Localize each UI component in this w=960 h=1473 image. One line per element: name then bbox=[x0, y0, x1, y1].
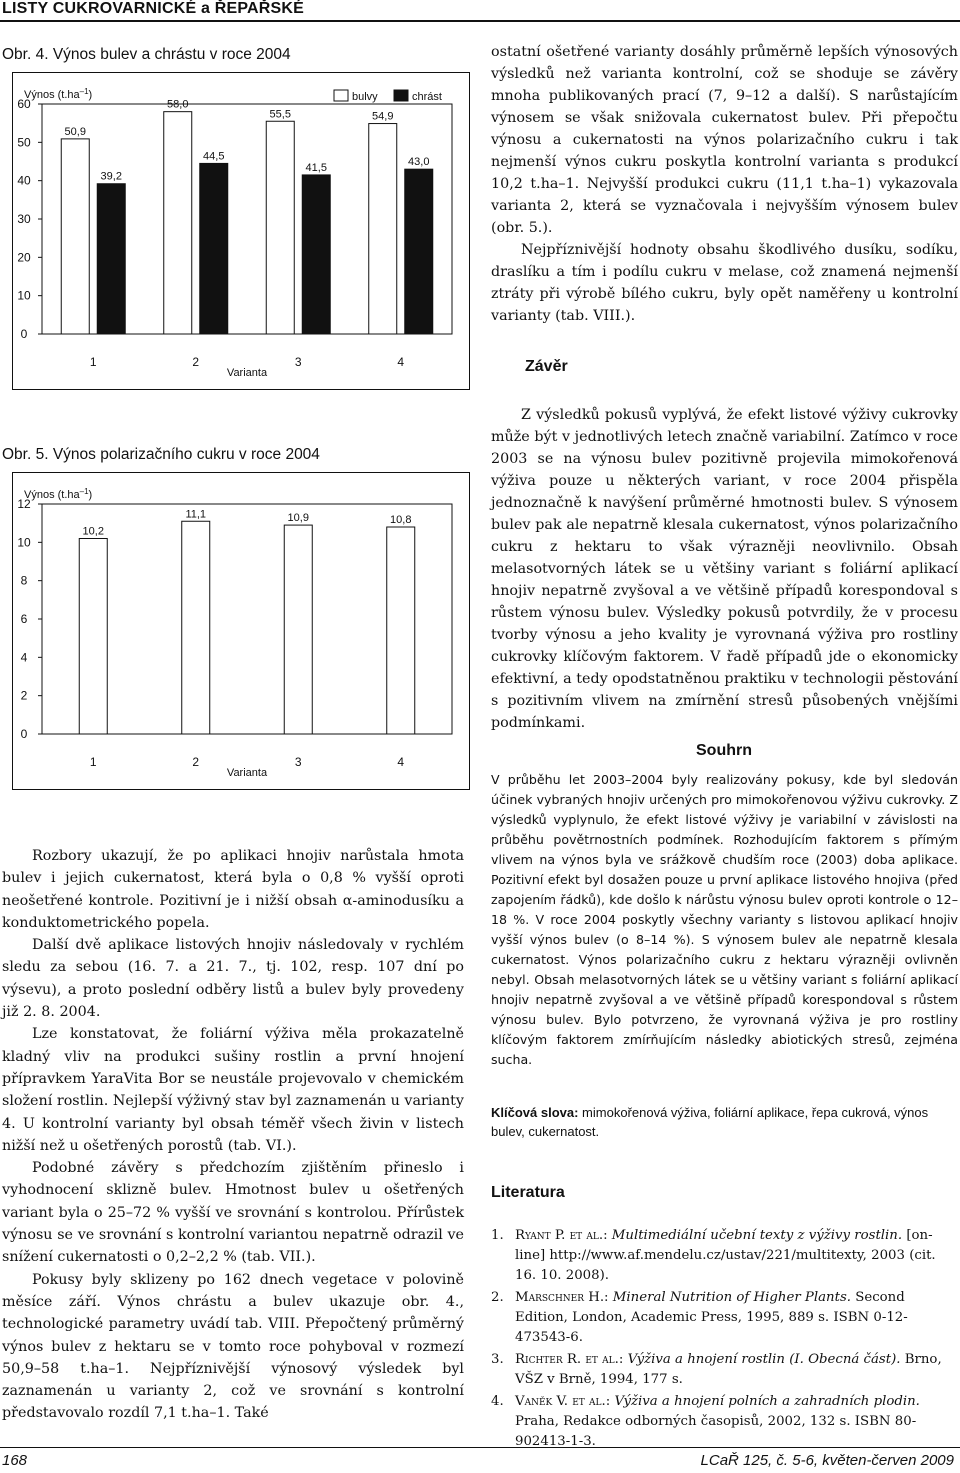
y-axis-label-close: ) bbox=[88, 89, 93, 101]
reference-title: Výživa a hnojení polních a zahradních plodin. bbox=[614, 1394, 920, 1409]
y-tick-label: 10 bbox=[17, 288, 31, 303]
reference-author: Vaněk V. et al.: bbox=[515, 1394, 615, 1409]
bar-value bbox=[79, 539, 107, 735]
bar-chrást bbox=[97, 184, 125, 334]
y-tick-label: 60 bbox=[17, 97, 31, 111]
keywords-text: mimokořenová výživa, foliární aplikace, řepa cukrová, výnos bulev, cukernatost. bbox=[491, 1105, 929, 1139]
reference-title: Výživa a hnojení rostlin (I. Obecná část). bbox=[627, 1352, 901, 1367]
y-axis-label: Výnos $(t.ha^{-1})$ bbox=[24, 487, 93, 501]
y-tick-label: 40 bbox=[17, 173, 31, 188]
x-tick-label: 2 bbox=[192, 755, 200, 769]
reference-author: Marschner H.: bbox=[515, 1290, 613, 1305]
data-label: 43,0 bbox=[408, 156, 430, 169]
keywords bbox=[491, 1103, 958, 1141]
x-tick-label: 1 bbox=[89, 755, 97, 769]
reference-title: Multimediální učební texty z výživy rostlin. bbox=[611, 1228, 903, 1243]
footer-rule bbox=[0, 1447, 960, 1448]
zaver-heading: Závěr bbox=[525, 358, 568, 375]
paragraph: Podobné závěry s předchozím zjištěním přineslo i vyhodnocení sklizně bulev. Hmotnost bulev u ošetřených variant byla o 25–72 % vyšší ve srovnání s kontrolou. Přírůstek výnosu se ve srovnání s kontrolní variantou nepatrně odrazil ve snížení cukernatosti o 0,2–2,2 % (tab. VII.). bbox=[2, 1160, 464, 1266]
figure-4-chart bbox=[12, 72, 470, 390]
x-tick-label: 1 bbox=[89, 355, 97, 369]
y-tick-label: 2 bbox=[20, 688, 28, 703]
figure-4-svg bbox=[12, 72, 470, 390]
paragraph: Lze konstatovat, že foliární výživa měla prokazatelně kladný vliv na produkci sušiny rostlin a první hnojení přípravkem YaraVita Bor se neustále projevovalo v chemickém složení rostlin. Nejlepší výživný stav byl zaznamenán u varianty 4. U kontrolní varianty byl obsah téměř všech živin v listech nižší než u ošetřených porostů (tab. VI.). bbox=[2, 1026, 464, 1154]
bar-value bbox=[182, 521, 210, 734]
reference-details: [on-line] http://www.af.mendelu.cz/ustav/221/multitexty, 2003 (cit. 16. 10. 2008). bbox=[515, 1228, 936, 1283]
reference-details: Brno, VŠZ v Brně, 1994, 177 s. bbox=[515, 1352, 942, 1387]
y-tick-label: 30 bbox=[17, 212, 31, 226]
legend-swatch bbox=[334, 90, 348, 101]
legend-label: bulvy bbox=[352, 91, 378, 103]
figure-5-caption: Obr. 5. Výnos polarizačního cukru v roce 2004 bbox=[2, 446, 320, 463]
data-label: 58,0 bbox=[167, 98, 189, 111]
running-header bbox=[0, 0, 960, 22]
bar-chrást bbox=[405, 169, 433, 334]
data-label: 44,5 bbox=[203, 150, 225, 163]
right-column-intro bbox=[491, 41, 958, 327]
left-column-text bbox=[2, 845, 464, 1425]
paragraph: Pokusy byly sklizeny po 162 dnech vegetace v polovině měsíce září. Výnos chrástu a bulev ukazuje obr. 4., technologické parametry uvádí tab. VIII. Přepočtený průměrný výnos bulev z hektaru se v tomto roce pohyboval v rozmezí 50,9–58 t.ha–1. Nejpříznivější výnosový výsledek byl zaznamenán u varianty 2, což ve srovnání s kontrolní představovalo rozdíl 7,1 t.ha–1. Také bbox=[2, 1271, 464, 1422]
reference-author: Ryant P. et al.: bbox=[515, 1228, 612, 1243]
bar-bulvy bbox=[61, 139, 89, 334]
x-tick-label: 3 bbox=[294, 355, 302, 369]
bar-value bbox=[284, 525, 312, 734]
y-tick-label: 50 bbox=[17, 135, 31, 150]
y-tick-label: 8 bbox=[20, 573, 28, 588]
y-axis-label: Výnos $(t.ha^{-1})$ bbox=[24, 87, 93, 101]
data-label: 55,5 bbox=[269, 108, 291, 121]
reference-details: Praha, Redakce odborných časopisů, 2002, 132 s. ISBN 80-902413-1-3. bbox=[515, 1414, 917, 1449]
zaver-text bbox=[491, 404, 958, 734]
x-tick-label: 2 bbox=[192, 355, 200, 369]
legend-swatch bbox=[394, 90, 408, 101]
x-axis-label: Varianta bbox=[226, 767, 268, 779]
paragraph: ostatní ošetřené varianty dosáhly průměrně lepších výnosových výsledků než varianta kontrolní, což se shoduje se závěry mnoha publikovaných prací (7, 9–12 a další). S narůstajícím výnosem se však snižovala cukernatost bulev. Při přepočtu výnosu a cukernatosti na výnos polarizačního cukru i tak nejmenší výnos cukru poskytla kontrolní varianta s produkcí 10,2 t.ha–1. Nejvyšší produkci cukru (11,1 t.ha–1) vykazovala varianta 2, která se vyznačovala i nejvyšším výnosem bulev (obr. 5.). bbox=[491, 44, 958, 236]
literatura-heading: Literatura bbox=[491, 1184, 565, 1201]
reference-number: 2. bbox=[491, 1290, 504, 1305]
x-axis-label: Varianta bbox=[226, 367, 268, 379]
keywords-label: Klíčová slova: bbox=[491, 1105, 579, 1120]
reference-author: Richter R. et al.: bbox=[515, 1352, 628, 1367]
reference-item bbox=[491, 1226, 958, 1286]
reference-item bbox=[491, 1288, 958, 1348]
bar-chrást bbox=[302, 175, 330, 334]
journal-title: LISTY CUKROVARNICKÉ a ŘEPAŘSKÉ bbox=[2, 0, 305, 17]
paragraph: Rozbory ukazují, že po aplikaci hnojiv narůstala hmota bulev i jejich cukernatost, která byla o 0,8 % vyšší oproti neošetřené kontrole. Pozitivní je i nižší obsah α-aminodusíku a konduktometrického popela. bbox=[2, 848, 464, 931]
y-axis-label-close: ) bbox=[88, 489, 93, 501]
reference-number: 1. bbox=[491, 1228, 504, 1243]
paragraph: Z výsledků pokusů vyplývá, že efekt listové výživy cukrovky může být v jednotlivých letech značně variabilní. Zatímco v roce 2003 se na výnosu bulev pozitivně projevila mimokořenová výživa pouze u některých variant, v roce 2004 přispěla jednoznačně k navýšení průměrné hmotnosti bulev. S výnosem bulev pak ale nepatrně klesala cukernatost, výnos polarizačního cukru z hektaru to však výrazněji neovlivnilo. Obsah melasotvorných látek se u většiny variant s foliární aplikací hnojiv nepatrně zvyšoval a ve většině případů korespondoval s růstem výnosu bulev. Výsledky pokusů potvrdily, že v procesu tvorby výnosu a jeho kvality je vyrovnaná výživa pro rostliny cukrovky klíčovým faktorem. V řadě případů jde o ekonomicky efektivní, a tedy opodstatněnou praktiku v technologii pěstování s pozitivním vlivem na zmírnění stresů působených vnějšími podmínkami. bbox=[491, 407, 958, 731]
y-tick-label: 10 bbox=[17, 535, 31, 550]
paragraph: Nejpříznivější hodnoty obsahu škodlivého dusíku, sodíku, draslíku a tím i podílu cukru v melase, což znamená nejmenší ztráty při výrobě bílého cukru, byly opět naměřeny u kontrolní varianty (tab. VIII.). bbox=[491, 242, 958, 324]
figure-4-caption: Obr. 4. Výnos bulev a chrástu v roce 2004 bbox=[2, 46, 291, 63]
reference-item bbox=[491, 1350, 958, 1390]
y-tick-label: 6 bbox=[20, 612, 28, 626]
data-label: 10,2 bbox=[82, 525, 104, 538]
y-tick-label: 4 bbox=[20, 650, 28, 665]
reference-list bbox=[491, 1226, 958, 1454]
souhrn-text: V průběhu let 2003–2004 byly realizovány pokusy, kde byl sledován účinek vybraných hnojiv určených pro mimokořenovou výživu cukrovky. Z výsledků vyplynulo, že efekt listové výživy je variabilní v závislosti na průběhu povětrnostních podmínek. Rozhodujícím faktorem s přímým vlivem na výnos byla ve srážkově chudším roce (2003) doba aplikace. Pozitivní efekt byl dosažen pouze u první aplikace listového hnojiva (před zapojením řádků), kde došlo k nárůstu výnosu bulev oproti kontrole o 12–18 %. V roce 2004 poskytly všechny varianty s listovou aplikací hnojiv vyšší výnos bulev (o 8–14 %). S výnosem bulev ale nepatrně klesala cukernatost. Výnos polarizačního cukru z hektaru výrazněji ovlivněn nebyl. Obsah melasotvorných látek se u většiny variant s foliární aplikací hnojiv nepatrně zvyšoval a ve většině případů korespondoval s růstem výnosu bulev. Bylo potvrzeno, že vyrovnaná výživa je pro rostliny klíčovým faktorem zmírňujícím následky abiotických stresů, zejména sucha. bbox=[491, 772, 958, 1067]
journal-issue: LCaŘ 125, č. 5-6, květen-červen 2009 bbox=[700, 1452, 954, 1469]
bar-chrást bbox=[200, 163, 228, 334]
legend-label: chrást bbox=[412, 91, 442, 103]
data-label: 10,9 bbox=[287, 512, 309, 525]
paragraph: Další dvě aplikace listových hnojiv následovaly v rychlém sledu za sebou (16. 7. a 21. 7., tj. 102, resp. 107 dní po výsevu), a proto poslední odběry listů a bulev byly provedeny již 2. 8. 2004. bbox=[2, 937, 464, 1021]
y-tick-label: 12 bbox=[17, 497, 31, 511]
reference-details: Second Edition, London, Academic Press, 1995, 889 s. ISBN 0-12-473543-6. bbox=[515, 1290, 908, 1345]
y-tick-label: 0 bbox=[20, 727, 28, 741]
bar-bulvy bbox=[369, 124, 397, 334]
bar-value bbox=[387, 527, 415, 734]
figure-5-chart bbox=[12, 472, 470, 790]
x-tick-label: 3 bbox=[294, 755, 302, 769]
y-axis-label-superscript: –1 bbox=[79, 87, 89, 96]
data-label: 50,9 bbox=[64, 125, 86, 138]
figure-5-svg bbox=[12, 472, 470, 790]
reference-number: 3. bbox=[491, 1352, 504, 1367]
souhrn-heading: Souhrn bbox=[696, 742, 752, 759]
y-tick-label: 0 bbox=[20, 327, 28, 341]
bar-bulvy bbox=[266, 121, 294, 334]
reference-number: 4. bbox=[491, 1394, 504, 1409]
data-label: 41,5 bbox=[305, 161, 327, 174]
data-label: 11,1 bbox=[185, 508, 207, 521]
data-label: 10,8 bbox=[390, 514, 412, 526]
data-label: 39,2 bbox=[100, 170, 122, 183]
reference-title: Mineral Nutrition of Higher Plants. bbox=[612, 1290, 852, 1305]
page-number: 168 bbox=[2, 1452, 28, 1469]
reference-item bbox=[491, 1392, 958, 1452]
y-axis-label-superscript: –1 bbox=[79, 487, 89, 496]
data-label: 54,9 bbox=[372, 110, 394, 123]
bar-bulvy bbox=[164, 112, 192, 334]
y-tick-label: 20 bbox=[17, 250, 31, 265]
x-tick-label: 4 bbox=[397, 755, 405, 769]
x-tick-label: 4 bbox=[397, 355, 405, 369]
